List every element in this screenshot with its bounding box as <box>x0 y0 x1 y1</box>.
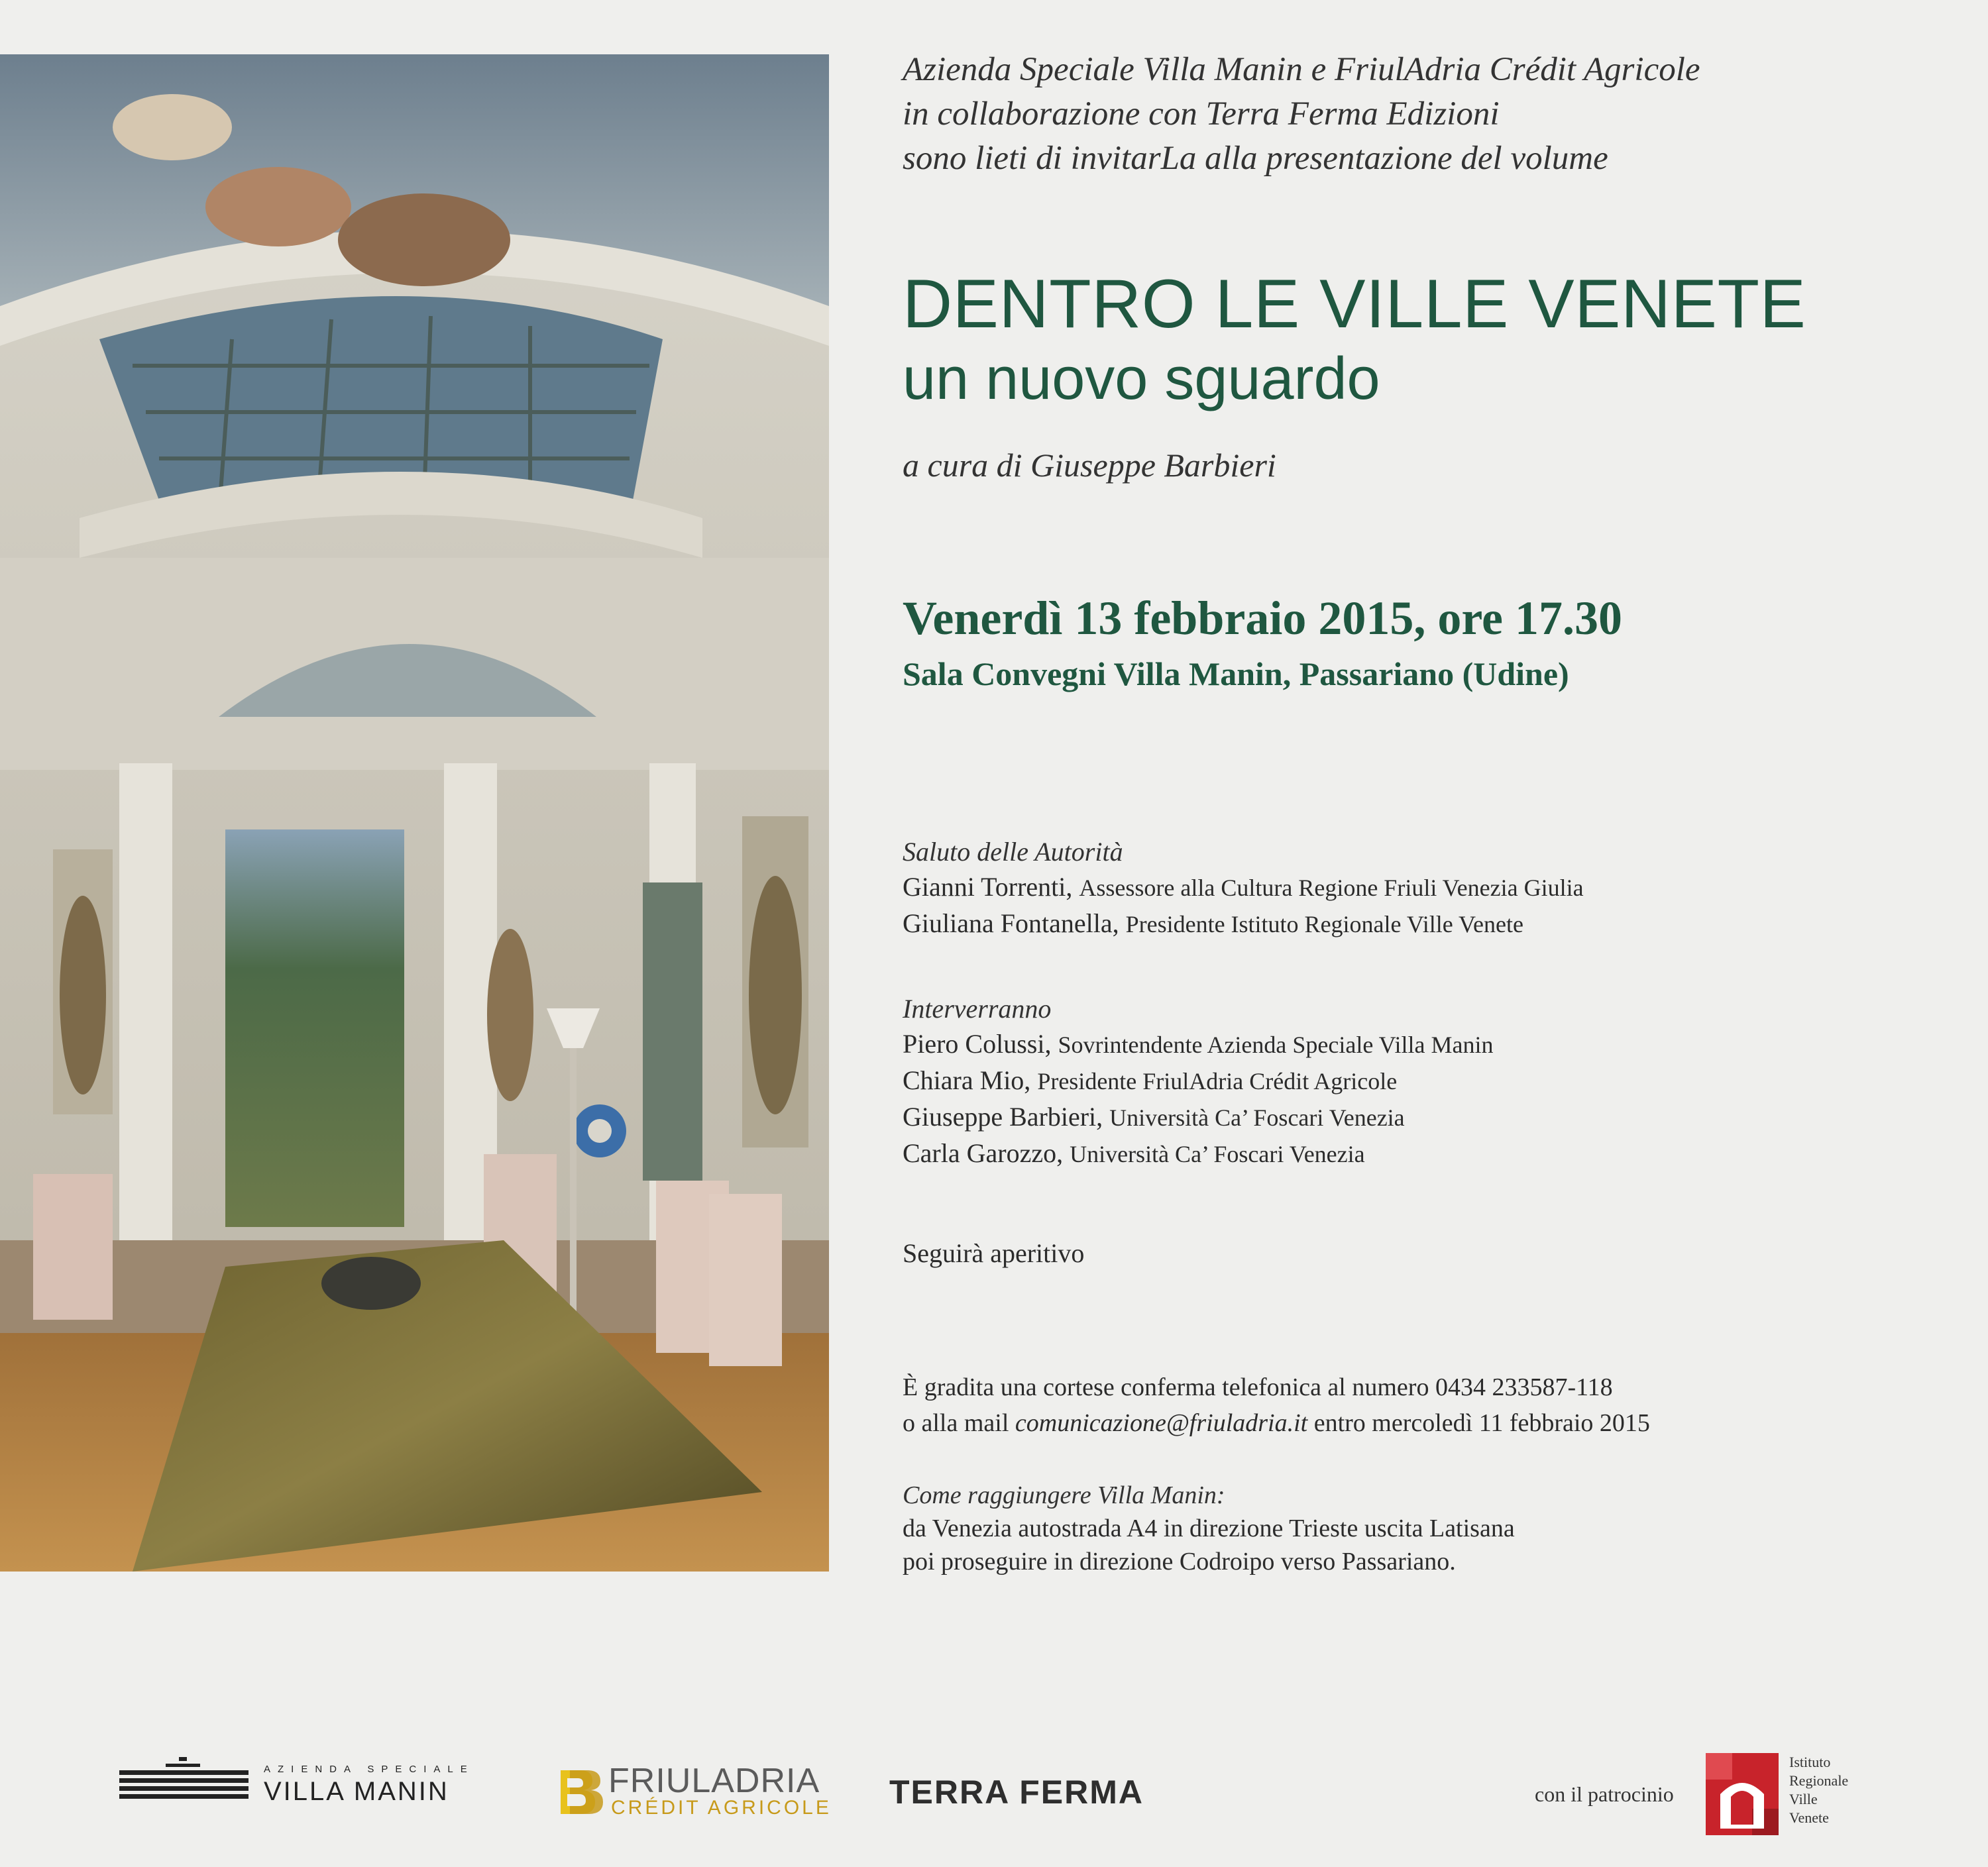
intro-line: Azienda Speciale Villa Manin e FriulAdria Crédit Agricole <box>903 51 1700 88</box>
villa-manin-big-text: VILLA MANIN <box>264 1777 449 1806</box>
saluto-label: Saluto delle Autorità <box>903 837 1123 867</box>
person-role: Presidente FriulAdria Crédit Agricole <box>1037 1068 1398 1094</box>
friuladria-mark-icon <box>554 1765 607 1818</box>
book-title: DENTRO LE VILLE VENETE <box>903 266 1806 343</box>
terra-ferma-logo: TERRA FERMA <box>889 1774 1144 1811</box>
friuladria-name: FRIULADRIA <box>608 1762 820 1800</box>
rsvp-line <box>903 1405 1948 1441</box>
event-date: Venerdì 13 febbraio 2015, ore 17.30 <box>903 592 1622 645</box>
list-item <box>903 1026 1948 1063</box>
list-item <box>903 906 1948 942</box>
directions-line: da Venezia autostrada A4 in direzione Trieste uscita Latisana <box>903 1515 1515 1542</box>
irvv-line: Istituto <box>1789 1754 1831 1770</box>
interverranno-label: Interverranno <box>903 994 1052 1024</box>
person-name: Chiara Mio, <box>903 1065 1031 1095</box>
directions-line: poi proseguire in direzione Codroipo verso Passariano. <box>903 1548 1456 1575</box>
intro-text <box>903 48 1948 181</box>
person-name: Gianni Torrenti, <box>903 872 1073 902</box>
list-item <box>903 1063 1948 1099</box>
villa-manin-mark-icon <box>119 1757 248 1810</box>
rsvp-text: o alla mail <box>903 1409 1015 1437</box>
intro-line: in collaborazione con Terra Ferma Edizioni <box>903 95 1500 133</box>
person-name: Giuliana Fontanella, <box>903 908 1119 938</box>
person-role: Sovrintendente Azienda Speciale Villa Manin <box>1058 1032 1494 1058</box>
person-role: Università Ca’ Foscari Venezia <box>1109 1104 1405 1131</box>
rsvp-email-link[interactable]: comunicazione@friuladria.it <box>1015 1409 1308 1437</box>
directions-label: Come raggiungere Villa Manin: <box>903 1481 1225 1509</box>
irvv-name <box>1789 1753 1848 1827</box>
event-venue: Sala Convegni Villa Manin, Passariano (Udine) <box>903 655 1569 692</box>
book-curator: a cura di Giuseppe Barbieri <box>903 447 1276 484</box>
irvv-line: Venete <box>1789 1809 1829 1826</box>
saluto-section <box>903 835 1948 942</box>
person-role: Università Ca’ Foscari Venezia <box>1070 1141 1365 1167</box>
friuladria-logo <box>554 1762 832 1822</box>
patrocinio-label: con il patrocinio <box>1535 1782 1674 1806</box>
aperitivo-note: Seguirà aperitivo <box>903 1238 1085 1268</box>
list-item <box>903 869 1948 906</box>
irvv-mark-icon <box>1706 1753 1779 1835</box>
villa-manin-logo <box>119 1757 490 1810</box>
list-item <box>903 1099 1948 1136</box>
irvv-line: Ville <box>1789 1791 1818 1807</box>
villa-manin-small-text: AZIENDA SPECIALE <box>264 1764 474 1775</box>
person-name: Giuseppe Barbieri, <box>903 1102 1103 1132</box>
irvv-line: Regionale <box>1789 1772 1849 1789</box>
rsvp-text: entro mercoledì 11 febbraio 2015 <box>1307 1409 1650 1437</box>
villa-interior-photo <box>0 54 829 1572</box>
interverranno-section <box>903 992 1948 1172</box>
intro-line: sono lieti di invitarLa alla presentazione del volume <box>903 140 1608 177</box>
person-role: Assessore alla Cultura Regione Friuli Venezia Giulia <box>1079 875 1584 901</box>
book-subtitle: un nuovo sguardo <box>903 346 1380 412</box>
person-name: Carla Garozzo, <box>903 1138 1064 1168</box>
person-name: Piero Colussi, <box>903 1029 1052 1059</box>
irvv-logo <box>1706 1753 1779 1835</box>
list-item <box>903 1136 1948 1172</box>
directions-section <box>903 1479 1948 1578</box>
rsvp-section <box>903 1369 1948 1441</box>
friuladria-sub: CRÉDIT AGRICOLE <box>611 1797 832 1819</box>
person-role: Presidente Istituto Regionale Ville Venete <box>1125 911 1523 937</box>
rsvp-line: È gradita una cortese conferma telefonica al numero 0434 233587-118 <box>903 1373 1613 1401</box>
